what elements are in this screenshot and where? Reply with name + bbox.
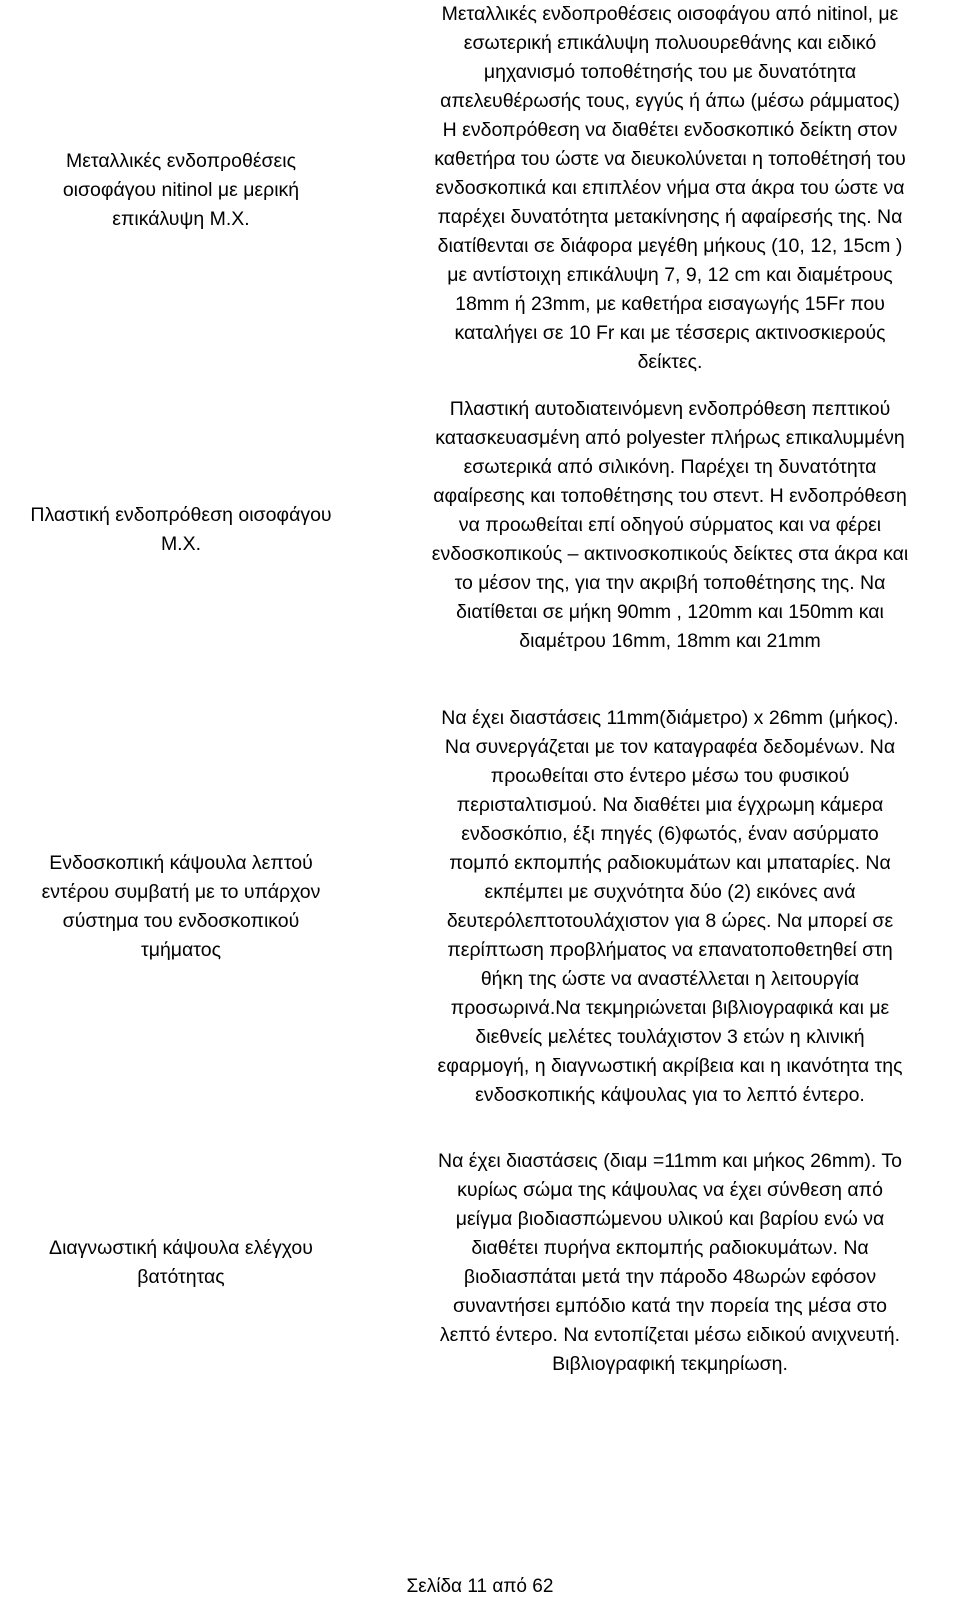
item-name	[63, 147, 299, 234]
spec-line: Πλαστική αυτοδιατεινόμενη ενδοπρόθεση πεπτικού	[449, 398, 891, 420]
spec-line: αφαίρεσης και τοποθέτησης του στεντ. Η ενδοπρόθεση	[433, 485, 907, 507]
item-name	[42, 849, 321, 965]
item-name-line: Διαγνωστική κάψουλα ελέγχου	[49, 1237, 313, 1259]
spec-line: Να έχει διαστάσεις (διαμ =11mm και μήκος 26mm). Το	[438, 1150, 902, 1172]
page-footer	[0, 1574, 960, 1600]
spec-row-patency-capsule	[0, 1147, 960, 1392]
page-of-word: από	[492, 1576, 528, 1597]
spec-line: δείκτες.	[637, 351, 703, 373]
spec-line: εσωτερικά από σιλικόνη. Παρέχει τη δυνατότητα	[463, 456, 877, 478]
spec-line: προσωρινά.Να τεκμηριώνεται βιβλιογραφικά και με	[450, 997, 890, 1019]
item-name-line: εντέρου συμβατή με το υπάρχον	[41, 881, 321, 903]
item-name-cell	[0, 704, 362, 1110]
spec-line: απελευθέρωσής τους, εγγύς ή άπω (μέσω ράμματος)	[440, 90, 900, 112]
spec-line: να προωθείται επί οδηγού σύρματος και να φέρει	[458, 514, 882, 536]
item-name-line: σύστημα του ενδοσκοπικού	[62, 910, 300, 932]
spec-line: βιοδιασπάται μετά την πάροδο 48ωρών εφόσον	[463, 1266, 877, 1288]
spec-line: 18mm ή 23mm, με καθετήρα εισαγωγής 15Fr που	[455, 293, 885, 315]
spec-line: διατίθενται σε διάφορα μεγέθη μήκους (10, 12, 15cm )	[437, 235, 903, 257]
spec-line: παρέχει δυνατότητα μετακίνησης ή αφαίρεσής της. Να	[437, 206, 903, 228]
spec-line: εφαρμογή, η διαγνωστική ακρίβεια και η ικανότητα της	[437, 1055, 903, 1077]
item-name-line: Μεταλλικές ενδοπροθέσεις	[66, 149, 296, 172]
spec-row-plastic-stent	[0, 395, 960, 680]
spec-line: διατίθεται σε μήκη 90mm , 120mm και 150mm και	[456, 601, 884, 623]
spec-line: κυρίως σώμα της κάψουλας να έχει σύνθεση από	[457, 1179, 883, 1201]
spec-line: περισταλτισμού. Να διαθέτει μια έγχρωμη κάμερα	[456, 794, 884, 816]
spec-line: καθετήρα του ώστε να διευκολύνεται η τοποθέτησή του	[434, 148, 906, 170]
spec-line: θήκη της ώστε να αναστέλλεται η λειτουργία	[480, 968, 860, 990]
spec-line: κατασκευασμένη από polyester πλήρως επικαλυμμένη	[435, 427, 905, 449]
spec-line: Να συνεργάζεται με τον καταγραφέα δεδομένων. Να	[444, 736, 896, 758]
spec-line: ενδοσκόπιο, έξι πηγές (6)φωτός, έναν ασύρματο	[461, 823, 879, 845]
item-name-cell	[0, 1147, 362, 1379]
item-spec-cell	[380, 704, 960, 1110]
spec-line: μηχανισμό τοποθέτησής του με δυνατότητα	[483, 61, 857, 83]
item-name-cell	[0, 0, 362, 380]
item-spec-cell	[380, 1147, 960, 1379]
spec-line: Η ενδοπρόθεση να διαθέτει ενδοσκοπικό δείκτη στον	[442, 119, 898, 141]
item-name-line: βατότητας	[137, 1266, 225, 1288]
spec-line: Να έχει διαστάσεις 11mm(διάμετρο) x 26mm (μήκος).	[441, 707, 899, 729]
spec-line: δευτερόλεπτοτουλάχιστον για 8 ώρες. Να μπορεί σε	[446, 910, 894, 932]
item-name	[49, 1234, 313, 1292]
item-name-line: επικάλυψη Μ.Χ.	[112, 207, 250, 230]
spec-line: καταλήγει σε 10 Fr και με τέσσερις ακτινοσκιερούς	[454, 322, 886, 344]
spec-line: με αντίστοιχη επικάλυψη 7, 9, 12 cm και διαμέτρους	[447, 264, 893, 286]
page-total: 62	[532, 1576, 554, 1597]
spec-line: περίπτωση προβλήματος να επανατοποθετηθεί στη	[447, 939, 893, 961]
item-spec-cell	[380, 0, 960, 377]
spec-line: προωθείται στο έντερο μέσω του φυσικού	[490, 765, 850, 787]
item-name-line: Πλαστική ενδοπρόθεση οισοφάγου	[30, 504, 332, 526]
item-name-line: Ενδοσκοπική κάψουλα λεπτού	[49, 852, 313, 874]
spec-line: ενδοσκοπικούς – ακτινοσκοπικούς δείκτες στα άκρα και	[431, 543, 909, 565]
page-current: 11	[467, 1576, 488, 1597]
spec-line: Βιβλιογραφική τεκμηρίωση.	[552, 1353, 788, 1375]
item-name-cell	[0, 395, 362, 665]
item-spec-cell	[380, 395, 960, 656]
item-name-line: τμήματος	[141, 939, 221, 961]
spec-line: λεπτό έντερο. Να εντοπίζεται μέσω ειδικού ανιχνευτή.	[439, 1324, 901, 1346]
spec-line: εκπέμπει με συχνότητα δύο (2) εικόνες ανά	[484, 881, 856, 903]
spec-row-small-bowel-capsule	[0, 704, 960, 1124]
spec-line: συναντήσει εμπόδιο κατά την πορεία της μέσα στο	[453, 1295, 887, 1317]
spec-line: διαμέτρου 16mm, 18mm και 21mm	[519, 630, 821, 652]
spec-row-nitinol-stent	[0, 0, 960, 380]
page-word: Σελίδα	[406, 1576, 463, 1597]
spec-line: ενδοσκοπικά και επιπλέον νήμα στα άκρα του ώστε να	[435, 177, 905, 199]
spec-line: το μέσον της, για την ακριβή τοποθέτησης της. Να	[454, 572, 886, 594]
spec-line: εσωτερική επικάλυψη πολυουρεθάνης και ειδικό	[463, 32, 877, 54]
spec-line: μείγμα βιοδιασπώμενου υλικού και βαρίου ενώ να	[455, 1208, 885, 1230]
item-name	[30, 501, 331, 559]
item-name-line: Μ.Χ.	[160, 533, 202, 555]
spec-line: Μεταλλικές ενδοπροθέσεις οισοφάγου από nitinol, με	[441, 3, 899, 25]
spec-line: διαθέτει πυρήνα εκπομπής ραδιοκυμάτων. Να	[471, 1237, 869, 1259]
spec-line: ενδοσκοπικής κάψουλας για το λεπτό έντερο.	[475, 1084, 865, 1106]
item-name-line: οισοφάγου nitinol με μερική	[62, 178, 300, 201]
spec-line: διεθνείς μελέτες τουλάχιστον 3 ετών η κλινική	[475, 1026, 865, 1048]
spec-line: πομπό εκπομπής ραδιοκυμάτων και μπαταρίες. Να	[449, 852, 891, 874]
